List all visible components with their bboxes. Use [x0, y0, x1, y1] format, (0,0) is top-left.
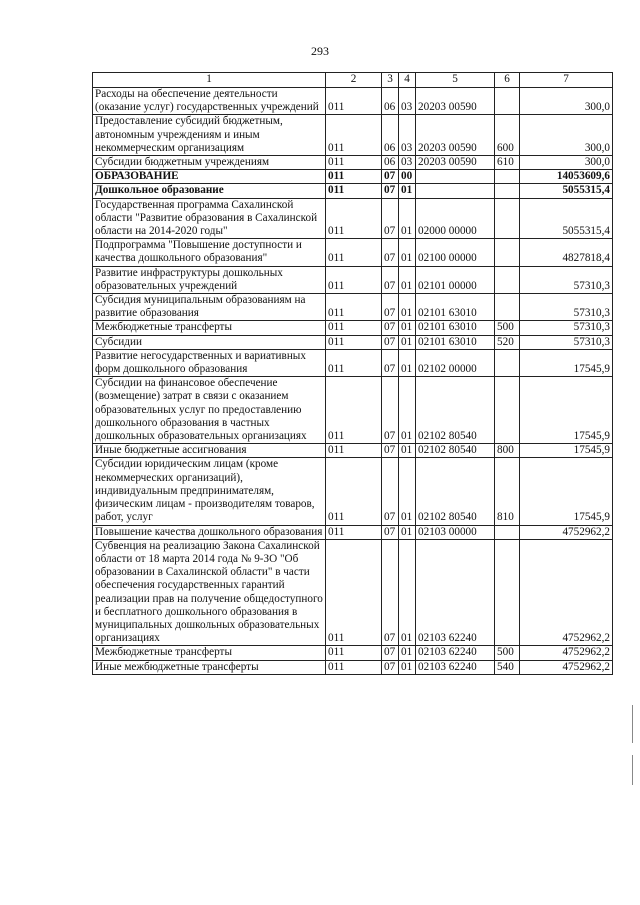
cell-subsection: 01 [399, 646, 416, 660]
cell-name: Государственная программа Сахалинской области "Развитие образования в Сахалинской области на 2014-2020 годы" [93, 198, 326, 239]
cell-target-article: 02101 63010 [416, 321, 495, 335]
cell-target-article: 20203 00590 [416, 115, 495, 156]
cell-amount: 5055315,4 [520, 184, 613, 198]
table-row [93, 444, 613, 458]
cell-name: Субсидия муниципальным образованиям на развитие образования [93, 294, 326, 321]
table-row [93, 294, 613, 321]
cell-ministry-code: 011 [326, 444, 382, 458]
cell-name: Субсидии юридическим лицам (кроме некоммерческих организаций), индивидуальным предпринимателям, физическим лицам - производителям товаров, работ, услуг [93, 458, 326, 525]
cell-subsection: 03 [399, 88, 416, 115]
cell-name: Развитие негосударственных и вариативных форм дошкольного образования [93, 349, 326, 376]
cell-ministry-code: 011 [326, 349, 382, 376]
cell-expense-type [495, 525, 520, 539]
cell-subsection: 01 [399, 239, 416, 266]
cell-section: 07 [382, 266, 399, 293]
cell-expense-type [495, 198, 520, 239]
cell-ministry-code: 011 [326, 539, 382, 646]
cell-ministry-code: 011 [326, 646, 382, 660]
cell-target-article: 02103 62240 [416, 660, 495, 674]
cell-target-article: 02103 00000 [416, 525, 495, 539]
cell-ministry-code: 011 [326, 198, 382, 239]
cell-expense-type: 600 [495, 115, 520, 156]
cell-section: 07 [382, 646, 399, 660]
cell-amount: 300,0 [520, 88, 613, 115]
cell-amount: 57310,3 [520, 266, 613, 293]
cell-ministry-code: 011 [326, 184, 382, 198]
header-col-2: 2 [326, 73, 382, 88]
cell-expense-type [495, 88, 520, 115]
cell-subsection: 01 [399, 349, 416, 376]
cell-amount: 4752962,2 [520, 660, 613, 674]
cell-expense-type [495, 239, 520, 266]
cell-name: Межбюджетные трансферты [93, 321, 326, 335]
table-row [93, 170, 613, 184]
cell-amount: 5055315,4 [520, 198, 613, 239]
cell-section: 07 [382, 539, 399, 646]
budget-table [92, 72, 613, 675]
cell-section: 06 [382, 115, 399, 156]
header-col-3: 3 [382, 73, 399, 88]
margin-mark [632, 755, 633, 785]
table-row [93, 646, 613, 660]
cell-name: Предоставление субсидий бюджетным, автономным учреждениям и иным некоммерческим организациям [93, 115, 326, 156]
margin-mark [632, 705, 633, 743]
cell-expense-type [495, 377, 520, 444]
cell-subsection: 01 [399, 458, 416, 525]
cell-target-article: 02102 80540 [416, 377, 495, 444]
table-row [93, 88, 613, 115]
cell-expense-type: 500 [495, 321, 520, 335]
cell-expense-type: 810 [495, 458, 520, 525]
cell-name: Межбюджетные трансферты [93, 646, 326, 660]
cell-amount: 300,0 [520, 115, 613, 156]
cell-name: Субсидии на финансовое обеспечение (возмещение) затрат в связи с оказанием образовательных услуг по предоставлению дошкольного образования в частных дошкольных образовательных организациях [93, 377, 326, 444]
cell-name: Расходы на обеспечение деятельности (оказание услуг) государственных учреждений [93, 88, 326, 115]
cell-subsection: 01 [399, 184, 416, 198]
table-row [93, 458, 613, 525]
cell-target-article: 20203 00590 [416, 156, 495, 170]
cell-amount: 57310,3 [520, 294, 613, 321]
cell-ministry-code: 011 [326, 377, 382, 444]
cell-name: ОБРАЗОВАНИЕ [93, 170, 326, 184]
cell-subsection: 01 [399, 660, 416, 674]
cell-section: 07 [382, 170, 399, 184]
cell-name: Иные бюджетные ассигнования [93, 444, 326, 458]
cell-section: 07 [382, 444, 399, 458]
cell-section: 06 [382, 156, 399, 170]
cell-section: 07 [382, 184, 399, 198]
cell-target-article: 02101 00000 [416, 266, 495, 293]
cell-ministry-code: 011 [326, 660, 382, 674]
cell-name: Субсидии [93, 335, 326, 349]
cell-expense-type [495, 539, 520, 646]
cell-section: 07 [382, 660, 399, 674]
cell-amount: 4752962,2 [520, 525, 613, 539]
cell-section: 07 [382, 321, 399, 335]
cell-expense-type: 520 [495, 335, 520, 349]
table-row [93, 156, 613, 170]
cell-expense-type: 540 [495, 660, 520, 674]
table-row [93, 335, 613, 349]
cell-ministry-code: 011 [326, 88, 382, 115]
cell-ministry-code: 011 [326, 321, 382, 335]
table-row [93, 377, 613, 444]
cell-name: Иные межбюджетные трансферты [93, 660, 326, 674]
cell-subsection: 00 [399, 170, 416, 184]
cell-amount: 17545,9 [520, 377, 613, 444]
header-col-4: 4 [399, 73, 416, 88]
cell-target-article: 02100 00000 [416, 239, 495, 266]
cell-target-article [416, 170, 495, 184]
cell-section: 06 [382, 88, 399, 115]
cell-ministry-code: 011 [326, 156, 382, 170]
cell-ministry-code: 011 [326, 115, 382, 156]
table-row [93, 349, 613, 376]
cell-target-article [416, 184, 495, 198]
cell-target-article: 02102 80540 [416, 444, 495, 458]
cell-expense-type: 500 [495, 646, 520, 660]
cell-amount: 300,0 [520, 156, 613, 170]
cell-name: Дошкольное образование [93, 184, 326, 198]
cell-target-article: 20203 00590 [416, 88, 495, 115]
cell-subsection: 01 [399, 377, 416, 444]
cell-subsection: 01 [399, 321, 416, 335]
header-row [93, 73, 613, 88]
cell-target-article: 02000 00000 [416, 198, 495, 239]
cell-section: 07 [382, 294, 399, 321]
table-row [93, 184, 613, 198]
cell-name: Подпрограмма "Повышение доступности и качества дошкольного образования" [93, 239, 326, 266]
cell-amount: 17545,9 [520, 444, 613, 458]
table-row [93, 266, 613, 293]
cell-section: 07 [382, 458, 399, 525]
cell-target-article: 02103 62240 [416, 539, 495, 646]
table-row [93, 525, 613, 539]
cell-subsection: 01 [399, 266, 416, 293]
cell-ministry-code: 011 [326, 294, 382, 321]
table-row [93, 198, 613, 239]
cell-target-article: 02101 63010 [416, 294, 495, 321]
cell-ministry-code: 011 [326, 170, 382, 184]
cell-expense-type [495, 266, 520, 293]
cell-expense-type [495, 349, 520, 376]
cell-expense-type [495, 184, 520, 198]
cell-ministry-code: 011 [326, 239, 382, 266]
cell-amount: 17545,9 [520, 349, 613, 376]
cell-section: 07 [382, 377, 399, 444]
header-col-5: 5 [416, 73, 495, 88]
header-col-7: 7 [520, 73, 613, 88]
cell-ministry-code: 011 [326, 266, 382, 293]
table-row [93, 321, 613, 335]
cell-subsection: 03 [399, 115, 416, 156]
cell-section: 07 [382, 349, 399, 376]
cell-target-article: 02103 62240 [416, 646, 495, 660]
cell-name: Субвенция на реализацию Закона Сахалинской области от 18 марта 2014 года № 9-ЗО "Об образовании в Сахалинской области" в части обеспечения государственных гарантий реализации прав на получение общедоступного и бесплатного дошкольного образования в муниципальных дошкольных образовательных организациях [93, 539, 326, 646]
cell-section: 07 [382, 525, 399, 539]
cell-target-article: 02102 00000 [416, 349, 495, 376]
cell-amount: 4752962,2 [520, 646, 613, 660]
cell-subsection: 01 [399, 198, 416, 239]
cell-name: Развитие инфраструктуры дошкольных образовательных учреждений [93, 266, 326, 293]
table-row [93, 660, 613, 674]
page-number: 293 [311, 44, 329, 58]
cell-amount: 57310,3 [520, 321, 613, 335]
header-col-1: 1 [93, 73, 326, 88]
header-col-6: 6 [495, 73, 520, 88]
cell-amount: 4752962,2 [520, 539, 613, 646]
cell-ministry-code: 011 [326, 335, 382, 349]
cell-name: Повышение качества дошкольного образования [93, 525, 326, 539]
cell-expense-type: 800 [495, 444, 520, 458]
cell-subsection: 01 [399, 525, 416, 539]
cell-ministry-code: 011 [326, 525, 382, 539]
cell-expense-type: 610 [495, 156, 520, 170]
cell-expense-type [495, 170, 520, 184]
table-row [93, 239, 613, 266]
cell-ministry-code: 011 [326, 458, 382, 525]
cell-subsection: 03 [399, 156, 416, 170]
cell-subsection: 01 [399, 335, 416, 349]
cell-section: 07 [382, 335, 399, 349]
cell-amount: 14053609,6 [520, 170, 613, 184]
cell-expense-type [495, 294, 520, 321]
cell-subsection: 01 [399, 294, 416, 321]
cell-name: Субсидии бюджетным учреждениям [93, 156, 326, 170]
cell-amount: 57310,3 [520, 335, 613, 349]
cell-amount: 17545,9 [520, 458, 613, 525]
table-row [93, 539, 613, 646]
cell-section: 07 [382, 198, 399, 239]
cell-amount: 4827818,4 [520, 239, 613, 266]
cell-subsection: 01 [399, 444, 416, 458]
cell-target-article: 02101 63010 [416, 335, 495, 349]
cell-target-article: 02102 80540 [416, 458, 495, 525]
cell-subsection: 01 [399, 539, 416, 646]
cell-section: 07 [382, 239, 399, 266]
table-row [93, 115, 613, 156]
